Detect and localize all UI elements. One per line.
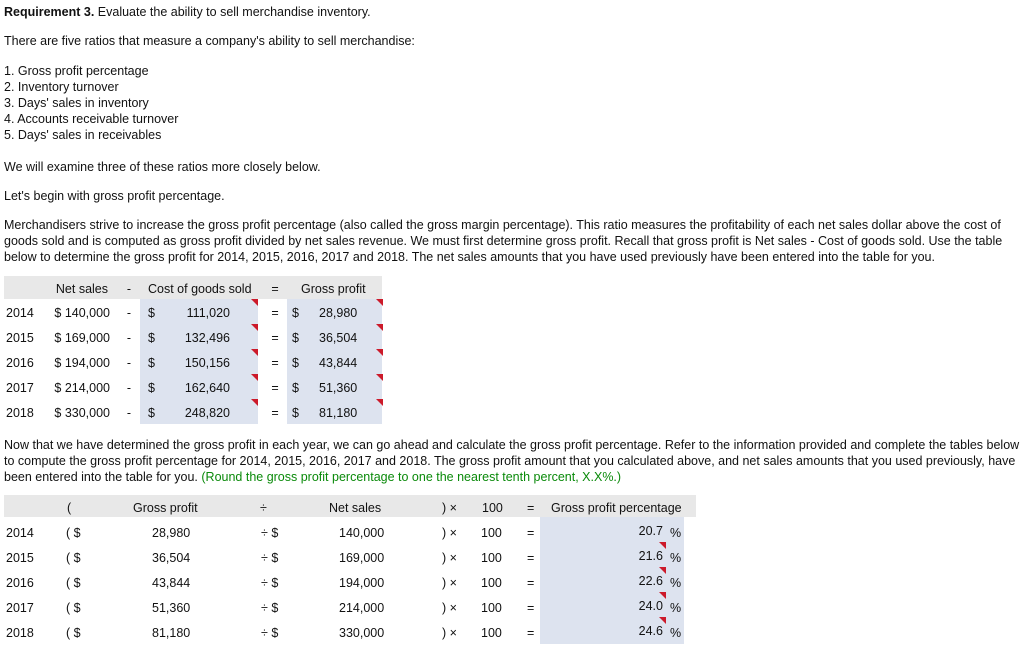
percentage-input[interactable]: 24.6	[638, 624, 663, 638]
minus-sign: -	[126, 306, 132, 320]
row-year: 2015	[6, 331, 34, 345]
open-paren-dollar: ( $	[66, 576, 81, 590]
row-net-sales: $ 214,000	[54, 381, 110, 395]
col-header-percentage: Gross profit percentage	[551, 501, 682, 515]
ratio-item: 4. Accounts receivable turnover	[4, 112, 179, 126]
input-marker	[251, 349, 258, 356]
percent-sign: %	[670, 526, 682, 540]
minus-sign: -	[126, 381, 132, 395]
equals-sign: =	[271, 406, 279, 420]
input-marker	[251, 374, 258, 381]
open-paren-dollar: ( $	[66, 551, 81, 565]
row-net-sales: 330,000	[339, 626, 385, 640]
divide-dollar: ÷ $	[261, 601, 279, 615]
close-paren-times: ) ×	[442, 526, 457, 540]
ratio-item: 1. Gross profit percentage	[4, 64, 149, 78]
begin-text: Let's begin with gross profit percentage.	[4, 189, 225, 203]
input-marker	[376, 399, 383, 406]
dollar-sign: $	[292, 331, 299, 345]
row-year: 2014	[6, 526, 34, 540]
ratio-item: 3. Days' sales in inventory	[4, 96, 149, 110]
row-net-sales: 169,000	[339, 551, 385, 565]
minus-sign: -	[126, 331, 132, 345]
row-year: 2015	[6, 551, 34, 565]
row-net-sales: 214,000	[339, 601, 385, 615]
col-header-gross-profit: Gross profit	[301, 282, 366, 296]
ratio-item: 5. Days' sales in receivables	[4, 128, 162, 142]
col-header-open-paren: (	[67, 501, 72, 515]
minus-sign: -	[126, 406, 132, 420]
cogs-input[interactable]: 132,496	[184, 331, 230, 345]
input-marker	[376, 374, 383, 381]
row-net-sales: $ 194,000	[54, 356, 110, 370]
requirement-label: Requirement 3.	[4, 5, 95, 19]
divide-dollar: ÷ $	[261, 526, 279, 540]
percent-sign: %	[670, 551, 682, 565]
cogs-input[interactable]: 150,156	[184, 356, 230, 370]
col-header-minus: -	[126, 282, 132, 296]
row-year: 2016	[6, 356, 34, 370]
divide-dollar: ÷ $	[261, 576, 279, 590]
equals-sign: =	[271, 356, 279, 370]
input-marker	[251, 324, 258, 331]
percentage-input[interactable]: 21.6	[638, 549, 663, 563]
dollar-sign: $	[148, 406, 155, 420]
close-paren-times: ) ×	[442, 551, 457, 565]
open-paren-dollar: ( $	[66, 626, 81, 640]
equals-sign: =	[271, 331, 279, 345]
row-gross-profit: 36,504	[152, 551, 191, 565]
close-paren-times: ) ×	[442, 576, 457, 590]
close-paren-times: ) ×	[442, 601, 457, 615]
input-marker	[376, 324, 383, 331]
equals-sign: =	[527, 526, 535, 540]
divide-dollar: ÷ $	[261, 626, 279, 640]
cogs-input[interactable]: 111,020	[186, 306, 230, 320]
col-header-equals: =	[527, 501, 535, 515]
equals-sign: =	[527, 626, 535, 640]
col-header-cogs: Cost of goods sold	[148, 282, 252, 296]
row-net-sales: $ 330,000	[54, 406, 110, 420]
equals-sign: =	[527, 551, 535, 565]
row-net-sales: $ 169,000	[54, 331, 110, 345]
row-gross-profit: 43,844	[152, 576, 191, 590]
col-header-gross-profit: Gross profit	[133, 501, 198, 515]
percentage-input[interactable]: 22.6	[638, 574, 663, 588]
requirement-heading	[4, 4, 371, 20]
row-gross-profit: 81,180	[152, 626, 191, 640]
row-net-sales: 194,000	[339, 576, 385, 590]
cogs-input[interactable]: 248,820	[184, 406, 230, 420]
row-year: 2018	[6, 406, 34, 420]
instructions-text: Now that we have determined the gross profit in each year, we can go ahead and calculate the gross profit percentage. Refer to the information provided and complete the tables below to compute the gross profit percentage for 2014, 2015, 2016, 2017 and 2018. The gross profit amount that you calculated above, and net sales amounts that you used previously, have been entered into the table for you.	[4, 438, 1020, 484]
minus-sign: -	[126, 356, 132, 370]
input-marker	[251, 299, 258, 306]
col-header-hundred: 100	[482, 501, 503, 515]
percentage-input[interactable]: 20.7	[638, 524, 663, 538]
dollar-sign: $	[292, 381, 299, 395]
row-gross-profit: 51,360	[152, 601, 191, 615]
percent-sign: %	[670, 576, 682, 590]
dollar-sign: $	[148, 356, 155, 370]
close-paren-times: ) ×	[442, 626, 457, 640]
requirement-text: Evaluate the ability to sell merchandise inventory.	[94, 5, 371, 19]
instructions-paragraph	[4, 437, 1025, 485]
col-header-net-sales: Net sales	[329, 501, 382, 515]
dollar-sign: $	[148, 381, 155, 395]
dollar-sign: $	[292, 406, 299, 420]
open-paren-dollar: ( $	[66, 526, 81, 540]
hundred-value: 100	[481, 601, 502, 615]
percentage-input[interactable]: 24.0	[638, 599, 663, 613]
gross-profit-input[interactable]: 43,844	[319, 356, 358, 370]
open-paren-dollar: ( $	[66, 601, 81, 615]
equals-sign: =	[527, 576, 535, 590]
equals-sign: =	[271, 306, 279, 320]
row-year: 2017	[6, 381, 34, 395]
examine-text: We will examine three of these ratios more closely below.	[4, 160, 321, 174]
row-year: 2018	[6, 626, 34, 640]
column-marker	[376, 299, 383, 306]
explanation-paragraph: Merchandisers strive to increase the gross profit percentage (also called the gross margin percentage). This ratio measures the profitability of each net sales dollar above the cost of goods sold and is computed as gross profit divided by net sales revenue. We must first determine gross profit. Recall that gross profit is Net sales - Cost of goods sold. Use the table below to determine the gross profit for 2014, 2015, 2016, 2017 and 2018. The net sales amounts that you have used previously have been entered into the table for you.	[4, 218, 1003, 264]
dollar-sign: $	[292, 356, 299, 370]
dollar-sign: $	[292, 306, 299, 320]
equals-sign: =	[271, 381, 279, 395]
equals-sign: =	[527, 601, 535, 615]
row-net-sales: $ 140,000	[54, 306, 110, 320]
input-marker	[251, 399, 258, 406]
dollar-sign: $	[148, 331, 155, 345]
col-header-net-sales: Net sales	[55, 282, 108, 296]
gross-profit-input[interactable]: 36,504	[319, 331, 358, 345]
input-marker	[376, 349, 383, 356]
gross-profit-input[interactable]: 51,360	[319, 381, 358, 395]
intro-text: There are five ratios that measure a company's ability to sell merchandise:	[4, 34, 415, 48]
gross-profit-input[interactable]: 28,980	[319, 306, 358, 320]
divide-dollar: ÷ $	[261, 551, 279, 565]
cogs-input[interactable]: 162,640	[184, 381, 230, 395]
row-net-sales: 140,000	[339, 526, 385, 540]
dollar-sign: $	[148, 306, 155, 320]
row-year: 2017	[6, 601, 34, 615]
gross-profit-input[interactable]: 81,180	[319, 406, 358, 420]
rounding-note: (Round the gross profit percentage to one the nearest tenth percent, X.X%.)	[201, 470, 622, 484]
hundred-value: 100	[481, 626, 502, 640]
row-year: 2014	[6, 306, 34, 320]
row-gross-profit: 28,980	[152, 526, 191, 540]
row-year: 2016	[6, 576, 34, 590]
ratio-item: 2. Inventory turnover	[4, 80, 119, 94]
hundred-value: 100	[481, 576, 502, 590]
hundred-value: 100	[481, 526, 502, 540]
percent-sign: %	[670, 601, 682, 615]
col-header-divide: ÷	[260, 501, 267, 515]
col-header-close-times: ) ×	[442, 501, 457, 515]
col-header-equals: =	[271, 282, 279, 296]
percent-sign: %	[670, 626, 682, 640]
hundred-value: 100	[481, 551, 502, 565]
